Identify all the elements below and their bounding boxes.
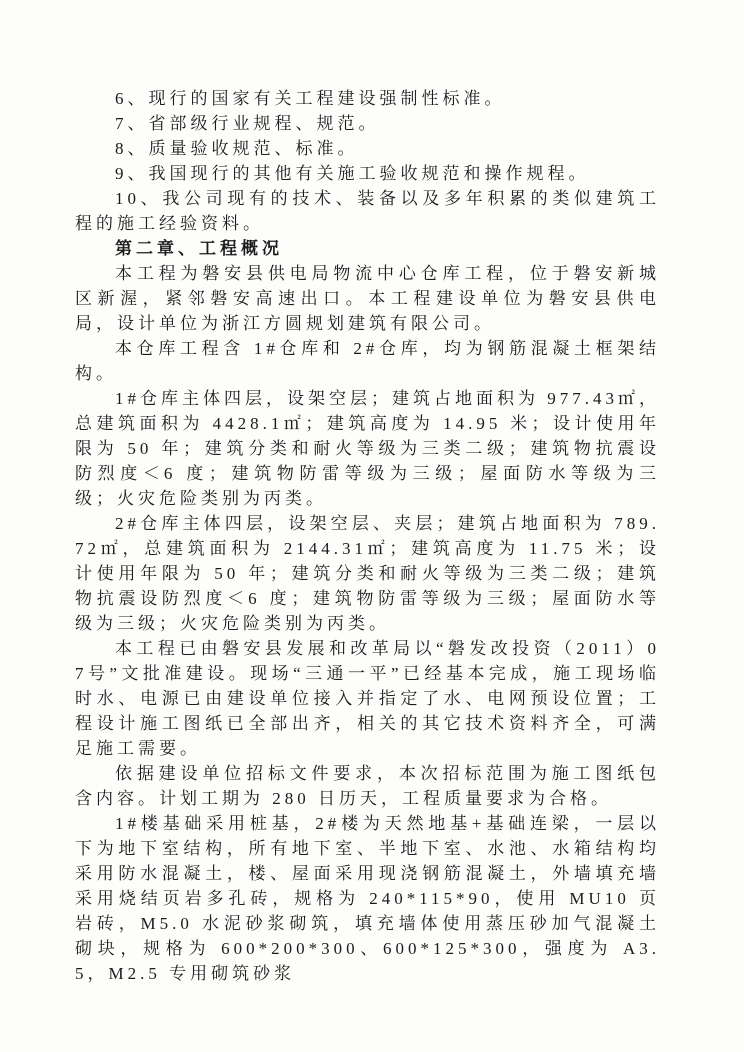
document-body xyxy=(75,86,660,986)
paragraph: 依据建设单位招标文件要求，本次招标范围为施工图纸包含内容。计划工期为 280 日历天，工程质量要求为合格。 xyxy=(75,764,660,808)
list-item: 9、我国现行的其他有关施工验收规范和操作规程。 xyxy=(115,164,590,183)
list-item: 10、我公司现有的技术、装备以及多年积累的类似建筑工程的施工经验资料。 xyxy=(75,189,660,233)
paragraph: 1#仓库主体四层，设架空层；建筑占地面积为 977.43㎡，总建筑面积为 4428.1㎡；建筑高度为 14.95 米；设计使用年限为 50 年；建筑分类和耐火等级为三类二级；建筑物抗震设防烈度＜6 度；建筑物防雷等级为三级；屋面防水等级为三级；火灾危险类别为丙类。 xyxy=(75,389,660,508)
list-item: 6、现行的国家有关工程建设强制性标准。 xyxy=(115,89,506,108)
chapter-heading: 第二章、工程概况 xyxy=(115,239,283,258)
paragraph: 1#楼基础采用桩基，2#楼为天然地基+基础连梁，一层以下为地下室结构，所有地下室、半地下室、水池、水箱结构均采用防水混凝土，楼、屋面采用现浇钢筋混凝土，外墙填充墙采用烧结页岩多孔砖，规格为 240*115*90，使用 MU10 页岩砖，M5.0 水泥砂浆砌筑，填充墙体使用蒸压砂加气混凝土砌块，规格为 600*200*300、600*125*300，强度为 A3.5，M2.5 专用砌筑砂浆 xyxy=(75,814,660,983)
list-item: 8、质量验收规范、标准。 xyxy=(115,139,359,158)
paragraph: 本工程已由磐安县发展和改革局以“磐发改投资（2011）07号”文批准建设。现场“三通一平”已经基本完成，施工现场临时水、电源已由建设单位接入并指定了水、电网预设位置；工程设计施工图纸已全部出齐，相关的其它技术资料齐全，可满足施工需要。 xyxy=(75,639,660,758)
paragraph: 本工程为磐安县供电局物流中心仓库工程，位于磐安新城区新渥，紧邻磐安高速出口。本工程建设单位为磐安县供电局，设计单位为浙江方圆规划建筑有限公司。 xyxy=(75,264,660,333)
list-item: 7、省部级行业规程、规范。 xyxy=(115,114,380,133)
paragraph: 本仓库工程含 1#仓库和 2#仓库，均为钢筋混凝土框架结构。 xyxy=(75,339,660,383)
paragraph: 2#仓库主体四层，设架空层、夹层；建筑占地面积为 789.72㎡，总建筑面积为 2144.31㎡；建筑高度为 11.75 米；设计使用年限为 50 年；建筑分类和耐火等级为三类二级；建筑物抗震设防烈度＜6 度；建筑物防雷等级为三级；屋面防水等级为三级；火灾危险类别为丙类。 xyxy=(75,514,660,633)
